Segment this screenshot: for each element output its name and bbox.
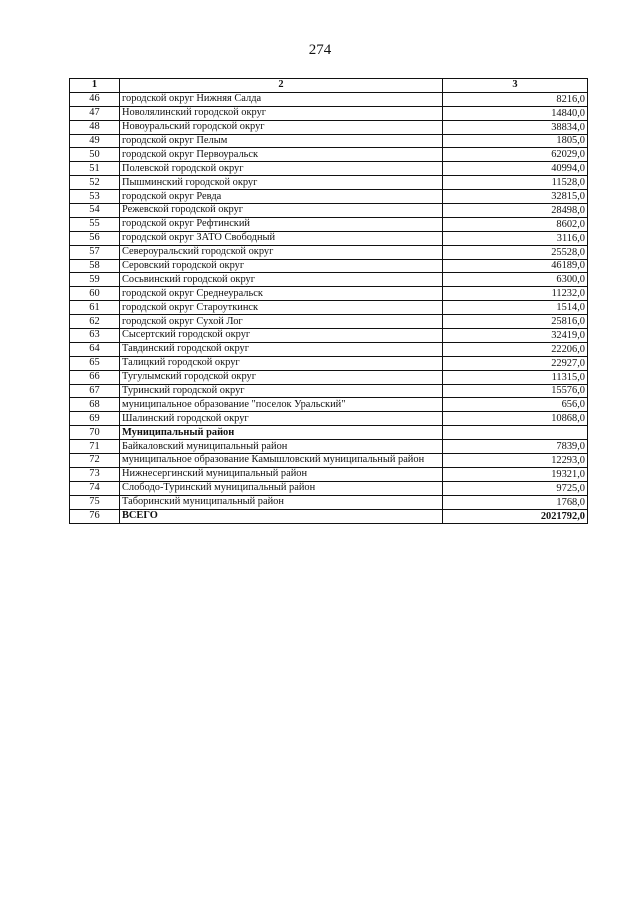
table-row [70, 273, 588, 287]
row-name: городской округ Первоуральск [120, 148, 443, 162]
row-name: Новоуральский городской округ [120, 120, 443, 134]
row-name: Туринский городской округ [120, 384, 443, 398]
row-name: ВСЕГО [120, 509, 443, 523]
row-value: 6300,0 [443, 273, 588, 287]
table-row [70, 412, 588, 426]
allocation-table [69, 78, 588, 524]
table-row [70, 245, 588, 259]
row-value: 11528,0 [443, 176, 588, 190]
row-name: муниципальное образование Камышловский муниципальный район [120, 454, 443, 468]
row-number: 67 [70, 384, 120, 398]
row-value: 656,0 [443, 398, 588, 412]
row-number: 52 [70, 176, 120, 190]
table-row [70, 495, 588, 509]
row-name: Таборинский муниципальный район [120, 495, 443, 509]
row-number: 60 [70, 287, 120, 301]
row-value: 46189,0 [443, 259, 588, 273]
row-name: городской округ Пелым [120, 134, 443, 148]
table-row [70, 204, 588, 218]
row-number: 63 [70, 329, 120, 343]
row-value: 38834,0 [443, 120, 588, 134]
row-value: 1805,0 [443, 134, 588, 148]
row-number: 58 [70, 259, 120, 273]
table-body [70, 92, 588, 523]
row-name: Слободо-Туринский муниципальный район [120, 481, 443, 495]
table-row [70, 301, 588, 315]
row-value: 19321,0 [443, 467, 588, 481]
row-number: 72 [70, 454, 120, 468]
row-value [443, 426, 588, 440]
row-number: 57 [70, 245, 120, 259]
row-name: Сосьвинский городской округ [120, 273, 443, 287]
table-row [70, 120, 588, 134]
row-number: 66 [70, 370, 120, 384]
row-number: 46 [70, 92, 120, 106]
row-number: 47 [70, 106, 120, 120]
row-name: Тугулымский городской округ [120, 370, 443, 384]
row-value: 1514,0 [443, 301, 588, 315]
table-row [70, 467, 588, 481]
row-value: 28498,0 [443, 204, 588, 218]
row-number: 61 [70, 301, 120, 315]
table-row [70, 426, 588, 440]
column-header-value: 3 [443, 79, 588, 93]
table-row [70, 342, 588, 356]
row-name: Нижнесергинский муниципальный район [120, 467, 443, 481]
table-row [70, 481, 588, 495]
row-number: 53 [70, 190, 120, 204]
row-value: 2021792,0 [443, 509, 588, 523]
row-value: 32419,0 [443, 329, 588, 343]
column-header-name: 2 [120, 79, 443, 93]
row-value: 1768,0 [443, 495, 588, 509]
table-row [70, 454, 588, 468]
table-row [70, 259, 588, 273]
row-name: Байкаловский муниципальный район [120, 440, 443, 454]
row-name: Сысертский городской округ [120, 329, 443, 343]
row-name: городской округ Нижняя Салда [120, 92, 443, 106]
row-number: 68 [70, 398, 120, 412]
row-name: Режевской городской округ [120, 204, 443, 218]
row-name: городской округ Среднеуральск [120, 287, 443, 301]
row-number: 76 [70, 509, 120, 523]
row-number: 49 [70, 134, 120, 148]
row-number: 71 [70, 440, 120, 454]
row-number: 73 [70, 467, 120, 481]
table-row [70, 176, 588, 190]
row-number: 51 [70, 162, 120, 176]
row-value: 11232,0 [443, 287, 588, 301]
row-name: городской округ ЗАТО Свободный [120, 231, 443, 245]
row-value: 25816,0 [443, 315, 588, 329]
table-row [70, 384, 588, 398]
table-row [70, 398, 588, 412]
row-name: Пышминский городской округ [120, 176, 443, 190]
row-value: 62029,0 [443, 148, 588, 162]
table-row [70, 162, 588, 176]
table-row [70, 217, 588, 231]
row-number: 69 [70, 412, 120, 426]
row-value: 32815,0 [443, 190, 588, 204]
row-number: 70 [70, 426, 120, 440]
row-number: 75 [70, 495, 120, 509]
row-name: Серовский городской округ [120, 259, 443, 273]
row-name: городской округ Староуткинск [120, 301, 443, 315]
row-name: Шалинский городской округ [120, 412, 443, 426]
row-number: 65 [70, 356, 120, 370]
row-number: 54 [70, 204, 120, 218]
row-number: 50 [70, 148, 120, 162]
table-row [70, 329, 588, 343]
table-row [70, 148, 588, 162]
row-value: 12293,0 [443, 454, 588, 468]
table-row [70, 106, 588, 120]
row-number: 62 [70, 315, 120, 329]
row-value: 22927,0 [443, 356, 588, 370]
row-number: 59 [70, 273, 120, 287]
row-value: 10868,0 [443, 412, 588, 426]
row-number: 55 [70, 217, 120, 231]
column-header-number: 1 [70, 79, 120, 93]
row-value: 15576,0 [443, 384, 588, 398]
table-row [70, 231, 588, 245]
row-value: 7839,0 [443, 440, 588, 454]
table-row [70, 509, 588, 523]
row-name: Тавдинский городской округ [120, 342, 443, 356]
table-header-row [70, 79, 588, 93]
row-value: 25528,0 [443, 245, 588, 259]
row-name: Полевской городской округ [120, 162, 443, 176]
row-value: 14840,0 [443, 106, 588, 120]
row-value: 9725,0 [443, 481, 588, 495]
row-value: 22206,0 [443, 342, 588, 356]
row-number: 74 [70, 481, 120, 495]
table-row [70, 92, 588, 106]
row-name: Североуральский городской округ [120, 245, 443, 259]
row-name: Новолялинский городской округ [120, 106, 443, 120]
row-name: Муниципальный район [120, 426, 443, 440]
row-number: 64 [70, 342, 120, 356]
table-row [70, 440, 588, 454]
row-value: 40994,0 [443, 162, 588, 176]
row-name: городской округ Ревда [120, 190, 443, 204]
table-row [70, 315, 588, 329]
page-number: 274 [308, 42, 332, 58]
table-row [70, 190, 588, 204]
row-value: 8216,0 [443, 92, 588, 106]
row-number: 56 [70, 231, 120, 245]
table-row [70, 356, 588, 370]
row-name: городской округ Сухой Лог [120, 315, 443, 329]
table-row [70, 370, 588, 384]
row-value: 3116,0 [443, 231, 588, 245]
row-name: городской округ Рефтинский [120, 217, 443, 231]
table-row [70, 287, 588, 301]
row-value: 11315,0 [443, 370, 588, 384]
row-name: муниципальное образование "поселок Уральский" [120, 398, 443, 412]
row-value: 8602,0 [443, 217, 588, 231]
table-row [70, 134, 588, 148]
row-name: Талицкий городской округ [120, 356, 443, 370]
row-number: 48 [70, 120, 120, 134]
